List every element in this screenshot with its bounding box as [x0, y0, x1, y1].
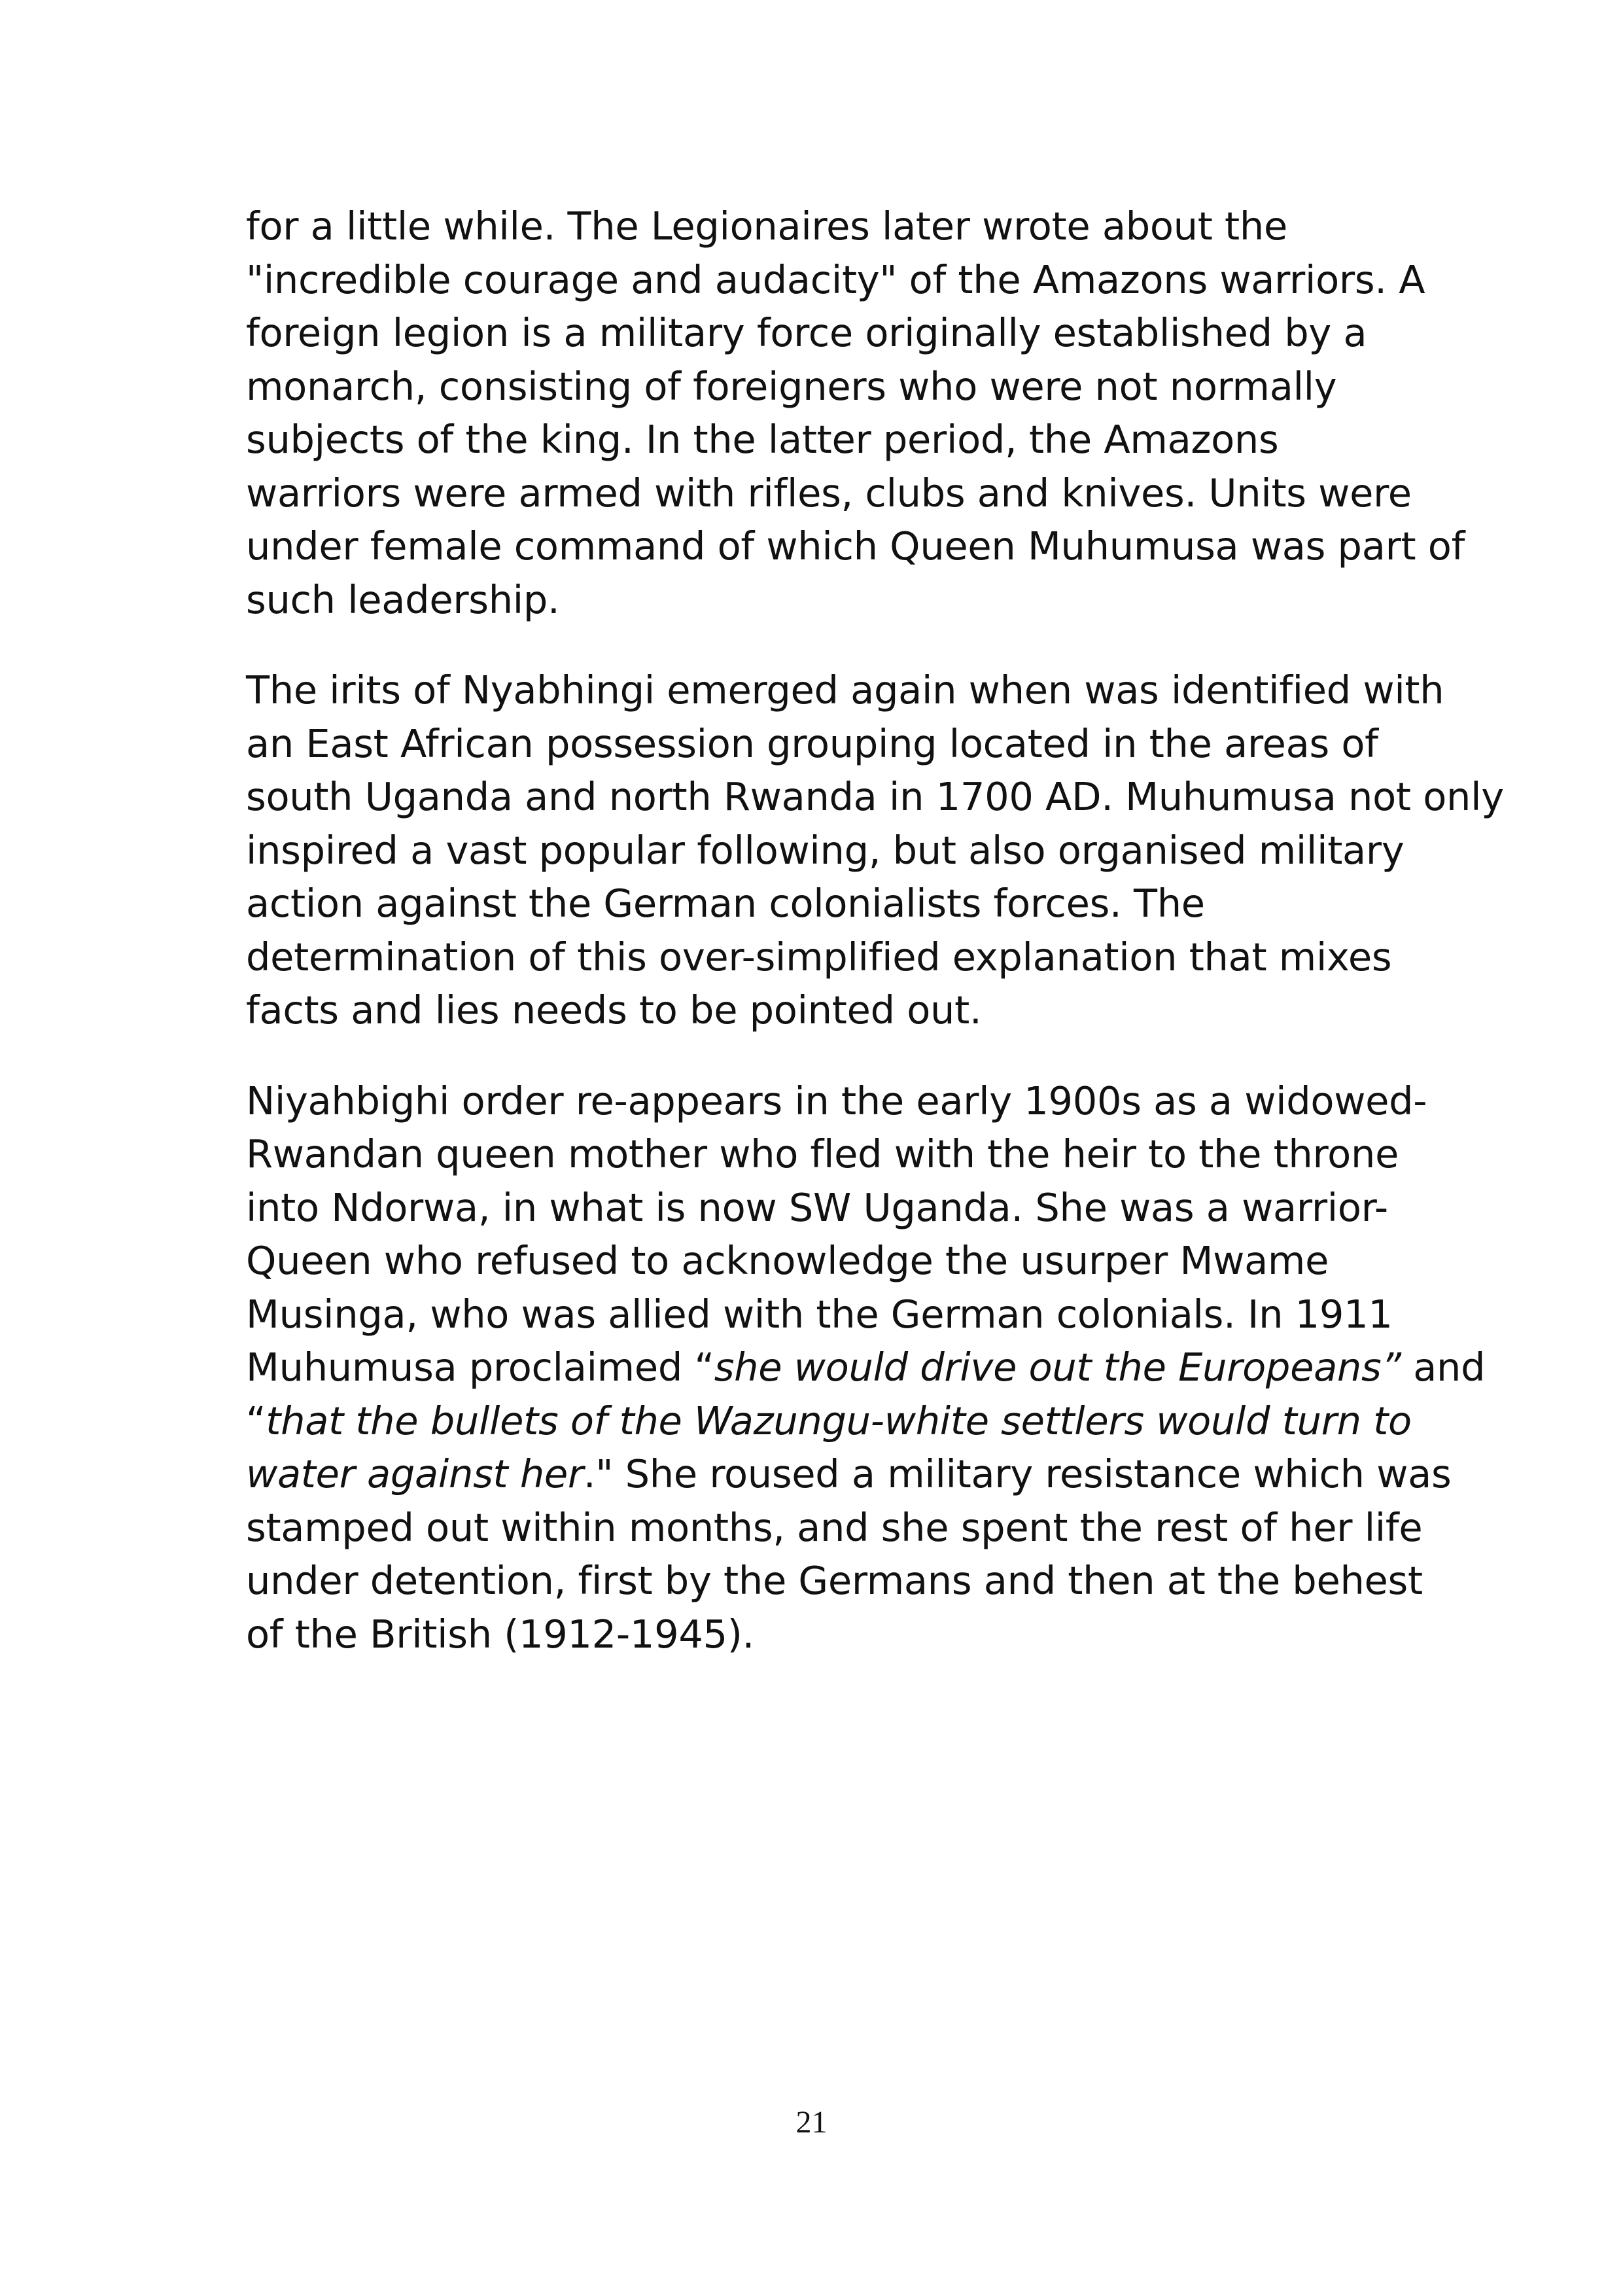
text-line: The irits of Nyabhingi emerged again when was identified with: [246, 667, 1444, 713]
page-number: 21: [795, 2105, 828, 2140]
text-line: into Ndorwa, in what is now SW Uganda. She was a warrior-: [246, 1184, 1388, 1230]
paragraph-3: [246, 1074, 1486, 1661]
document-body: [246, 200, 1504, 1698]
text-line: action against the German colonialists forces. The: [246, 881, 1205, 926]
text-line: Musinga, who was allied with the German colonials. In 1911: [246, 1291, 1393, 1337]
paragraph-1: [246, 200, 1465, 626]
quote-italic: she would drive out the Europeans”: [714, 1345, 1401, 1390]
text-line: stamped out within months, and she spent the rest of her life: [246, 1504, 1423, 1550]
text-line: under detention, first by the Germans and then at the behest: [246, 1558, 1423, 1603]
paragraph-2: [246, 663, 1504, 1037]
text-line: facts and lies needs to be pointed out.: [246, 987, 982, 1033]
text-line: Rwandan queen mother who fled with the heir to the throne: [246, 1131, 1399, 1176]
text-line-mixed: [246, 1447, 1452, 1501]
text-run: ." She roused a military resistance which was: [583, 1451, 1452, 1496]
text-line: subjects of the king. In the latter period, the Amazons: [246, 417, 1279, 462]
text-run: “: [246, 1398, 266, 1443]
quote-italic: that the bullets of the Wazungu-white settlers would turn to: [266, 1398, 1412, 1443]
text-line: south Uganda and north Rwanda in 1700 AD. Muhumusa not only: [246, 774, 1504, 819]
text-line: an East African possession grouping located in the areas of: [246, 720, 1378, 766]
text-line-mixed: [246, 1394, 1412, 1448]
text-line: "incredible courage and audacity" of the Amazons warriors. A: [246, 256, 1425, 302]
text-run: and: [1401, 1345, 1486, 1390]
text-line: such leadership.: [246, 576, 560, 622]
text-line: monarch, consisting of foreigners who were not normally: [246, 363, 1337, 409]
text-line: for a little while. The Legionaires later wrote about the: [246, 203, 1287, 249]
quote-italic: water against her: [246, 1451, 584, 1496]
text-line: Queen who refused to acknowledge the usurper Mwame: [246, 1238, 1329, 1283]
text-line: of the British (1912-1945).: [246, 1611, 755, 1657]
text-line: determination of this over-simplified explanation that mixes: [246, 934, 1392, 980]
text-line: Niyahbighi order re-appears in the early 1900s as a widowed-: [246, 1078, 1427, 1123]
text-line: foreign legion is a military force originally established by a: [246, 310, 1367, 355]
text-line: under female command of which Queen Muhumusa was part of: [246, 523, 1465, 569]
text-line: warriors were armed with rifles, clubs and knives. Units were: [246, 470, 1412, 516]
text-line: inspired a vast popular following, but also organised military: [246, 827, 1405, 873]
text-line-mixed: [246, 1341, 1486, 1394]
text-run: Muhumusa proclaimed “: [246, 1345, 714, 1390]
